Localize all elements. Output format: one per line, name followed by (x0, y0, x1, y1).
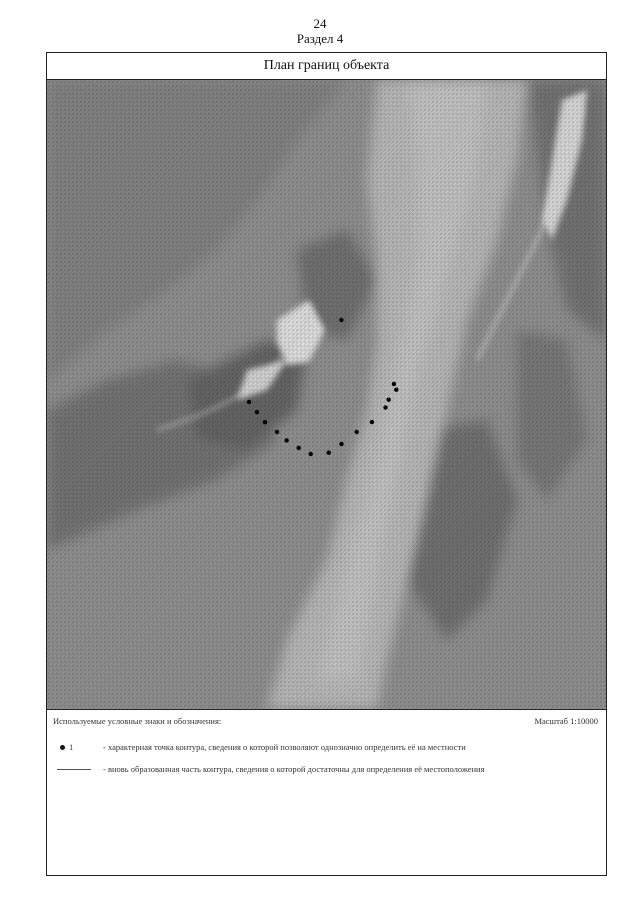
legend-title: Используемые условные знаки и обозначения: (53, 716, 222, 726)
boundary-point-11 (297, 446, 301, 450)
boundary-point-2 (392, 382, 396, 386)
legend (47, 710, 606, 875)
boundary-point-3 (394, 388, 398, 392)
boundary-point-16 (247, 400, 251, 404)
line-symbol (57, 764, 99, 776)
boundary-point-13 (275, 430, 279, 434)
legend-line-text: - вновь образованная часть контура, сведения о которой достаточны для определения её местоположения (103, 764, 485, 774)
plan-frame (46, 52, 607, 876)
boundary-point-1 (339, 318, 343, 322)
boundary-point-8 (339, 442, 343, 446)
boundary-point-7 (355, 430, 359, 434)
section-label: Раздел 4 (296, 31, 344, 46)
boundary-point-10 (309, 452, 313, 456)
boundary-point-6 (370, 420, 374, 424)
point-symbol-label: 1 (69, 742, 74, 752)
point-symbol (57, 742, 99, 754)
boundary-point-5 (383, 405, 387, 409)
dots-overlay (47, 80, 606, 709)
satellite-map[interactable] (47, 80, 606, 710)
point-dot-icon (60, 745, 65, 750)
boundary-point-15 (255, 410, 259, 414)
plan-title: План границ объекта (47, 53, 606, 80)
scale-label: Масштаб 1:10000 (534, 716, 598, 726)
page-number: 24 (313, 16, 327, 31)
boundary-point-9 (327, 451, 331, 455)
map-svg (47, 80, 606, 709)
boundary-point-12 (284, 438, 288, 442)
boundary-point-4 (387, 398, 391, 402)
boundary-point-14 (263, 420, 267, 424)
boundary-line-icon (57, 769, 91, 770)
legend-point-text: - характерная точка контура, сведения о которой позволяют однозначно определить её на местности (103, 742, 466, 752)
